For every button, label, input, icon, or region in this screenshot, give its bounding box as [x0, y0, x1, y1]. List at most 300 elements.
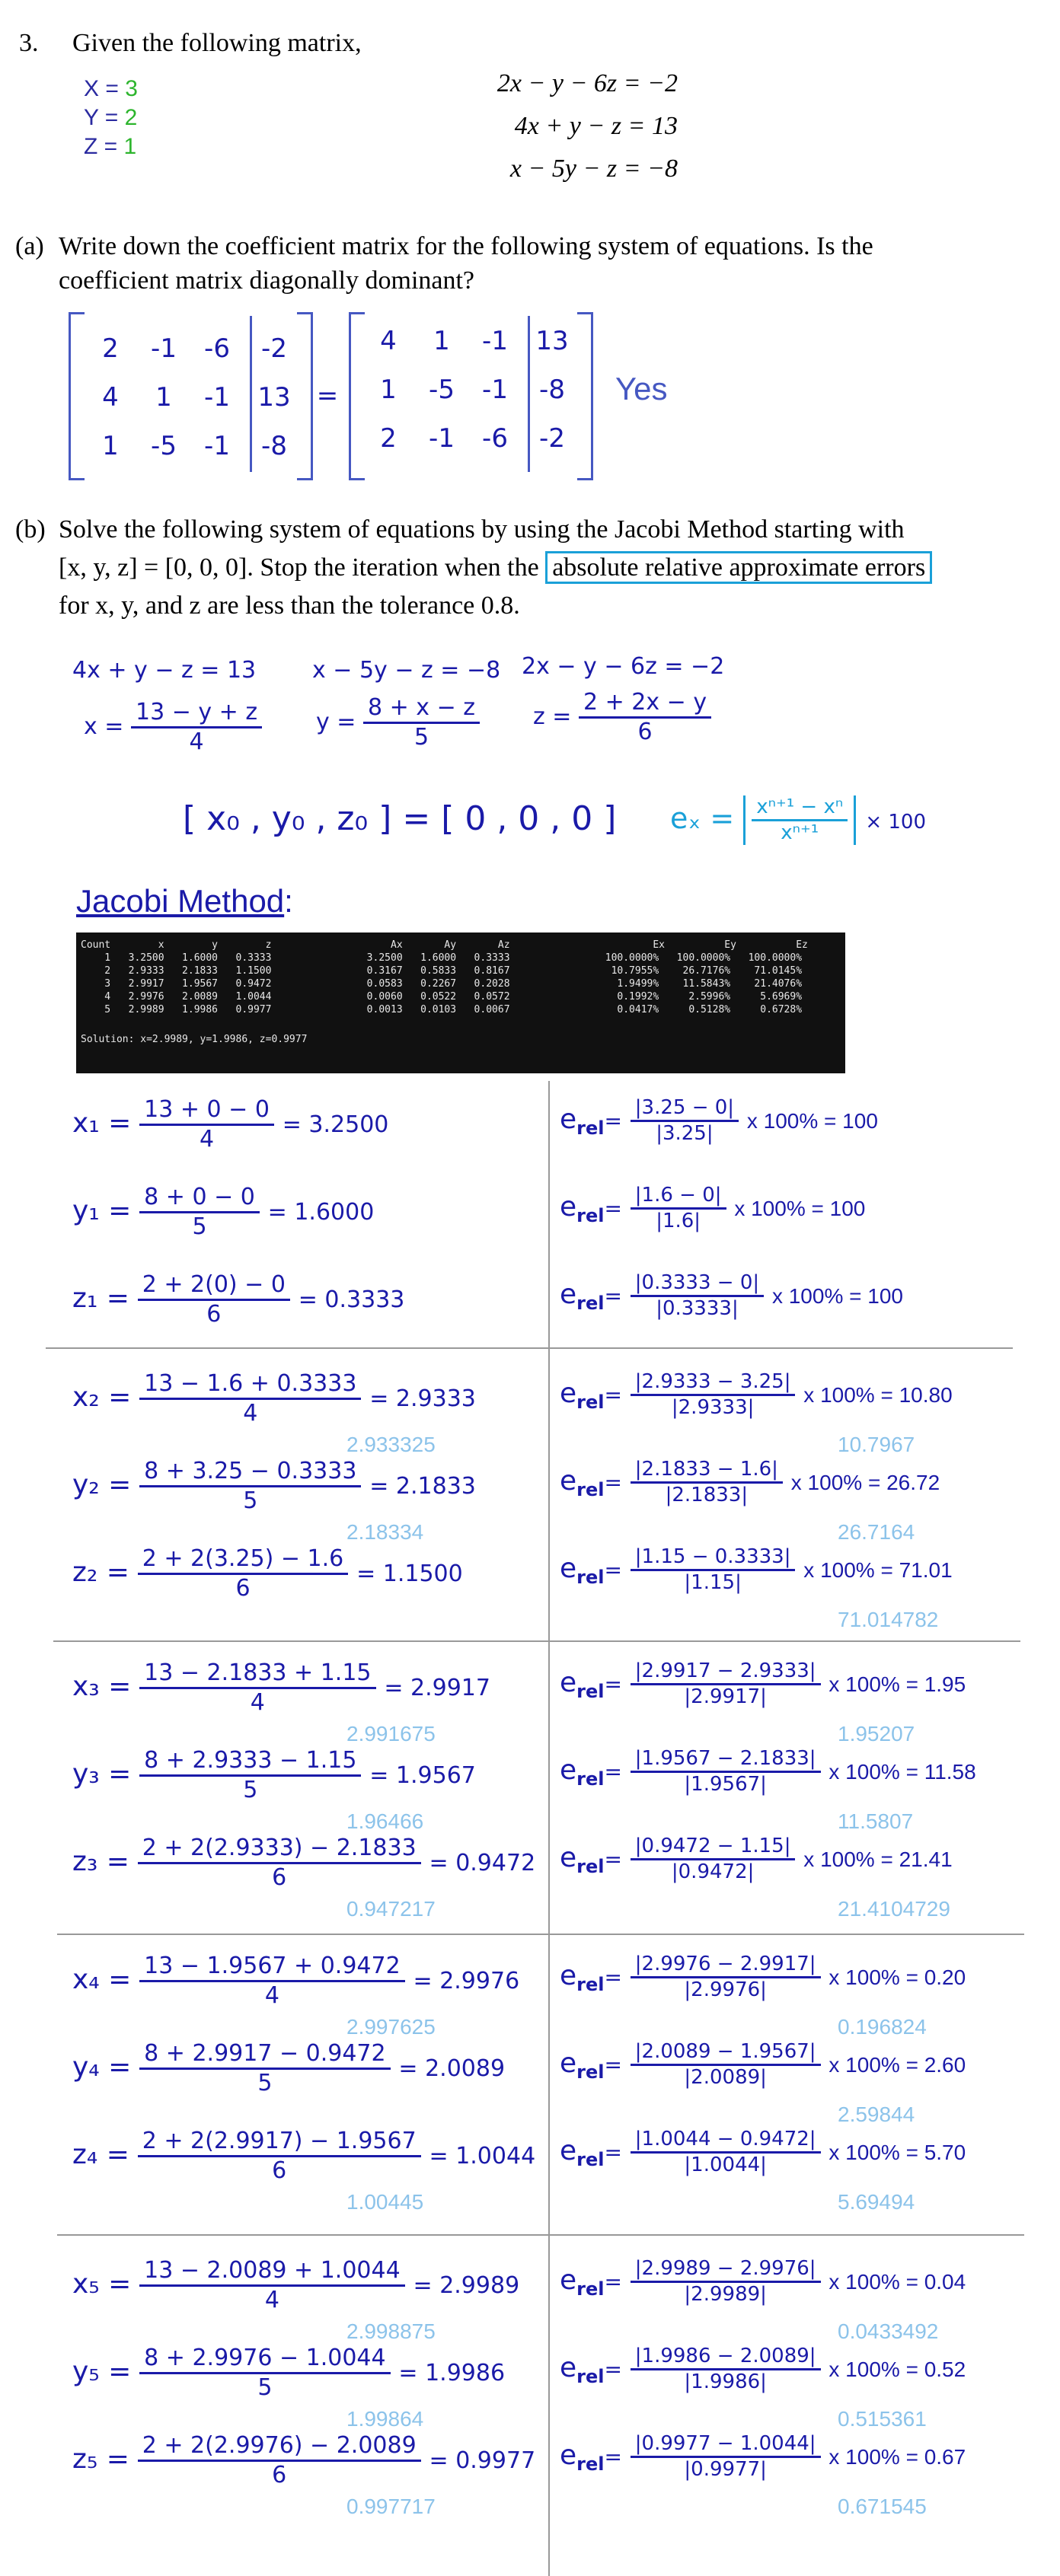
erel-equals: = — [604, 2444, 622, 2470]
augment-divider — [250, 316, 252, 472]
error-fraction — [631, 1747, 821, 1797]
computation-fraction — [138, 1545, 349, 1602]
computation-fraction — [139, 1370, 361, 1427]
z-formula-fraction — [579, 689, 711, 746]
ez-relative-error — [560, 1271, 903, 1321]
part-b-text-2 — [59, 553, 932, 582]
y-computation — [72, 1747, 476, 1804]
computation-num: 8 + 2.9976 − 1.0044 — [139, 2345, 390, 2374]
computation-lhs: x₃ = — [72, 1671, 132, 1702]
computation-result: = 2.1833 — [369, 1473, 476, 1500]
calculator-check: 0.671545 — [838, 2495, 927, 2518]
computation-lhs: z₂ = — [72, 1557, 129, 1588]
right-bracket-close — [577, 312, 593, 480]
part-a-text-2: coefficient matrix diagonally dominant? — [59, 266, 475, 295]
rearranged-eq-3: 2x − y − 6z = −2 — [522, 653, 725, 680]
error-num: |1.6 − 0| — [631, 1184, 726, 1210]
part-a-label: (a) — [15, 232, 44, 260]
computation-result: = 2.9917 — [384, 1675, 490, 1701]
computation-result: = 0.9472 — [429, 1850, 536, 1876]
erel-equals: = — [604, 1965, 622, 1991]
ez-relative-error — [560, 1545, 953, 1595]
calculator-check: 1.95207 — [838, 1722, 915, 1745]
x-formula-num: 13 − y + z — [131, 699, 262, 728]
calculator-check: 1.96466 — [346, 1809, 424, 1833]
error-den: |0.9977| — [684, 2458, 767, 2482]
computation-lhs: y₅ = — [72, 2356, 132, 2387]
matrix-cell: -5 — [151, 431, 177, 461]
matrix-cell: 4 — [102, 382, 119, 413]
matrix-cell: 1 — [380, 375, 397, 405]
erel-subscript: rel — [576, 1974, 605, 1996]
error-den: |0.9472| — [671, 1860, 755, 1884]
computation-fraction — [139, 1458, 361, 1515]
x-computation — [72, 1096, 388, 1153]
system-equations — [426, 62, 678, 190]
calculator-check: 2.997625 — [346, 2015, 436, 2039]
ex-relative-error — [560, 1659, 966, 1709]
error-fraction — [631, 1545, 796, 1595]
z-computation — [72, 1545, 463, 1602]
erel-symbol: e — [560, 1279, 577, 1311]
error-fraction — [631, 2345, 821, 2394]
matrix-cell: -1 — [482, 326, 508, 356]
erel-subscript: rel — [576, 1205, 605, 1227]
matrix-cell: -8 — [539, 375, 565, 405]
computation-den: 5 — [257, 2070, 273, 2096]
calculator-check: 0.947217 — [346, 1897, 436, 1921]
computation-lhs: z₃ = — [72, 1846, 129, 1877]
error-den: |1.9986| — [684, 2370, 767, 2394]
erel-label — [560, 1667, 622, 1703]
console-row: 2 2.9333 2.1833 1.1500 0.3167 0.5833 0.8167 10.7955% 26.7176% 71.0145% — [81, 965, 803, 977]
error-fraction — [631, 2432, 821, 2482]
y-formula — [316, 694, 480, 751]
matrix-cell: -8 — [261, 431, 287, 461]
computation-den: 4 — [264, 2287, 279, 2313]
error-result: x 100% = 0.52 — [829, 2358, 966, 2382]
error-result: x 100% = 5.70 — [829, 2141, 966, 2165]
z-formula — [533, 689, 711, 746]
z-computation — [72, 2128, 535, 2185]
computation-num: 8 + 0 − 0 — [139, 1184, 260, 1213]
calculator-check: 0.515361 — [838, 2407, 927, 2431]
calculator-check: 10.7967 — [838, 1433, 915, 1456]
erel-symbol: e — [560, 2048, 577, 2080]
erel-symbol: e — [560, 1667, 577, 1699]
calculator-check: 0.196824 — [838, 2015, 927, 2039]
error-result: x 100% = 0.67 — [829, 2445, 966, 2469]
matrix-cell: -1 — [204, 382, 230, 413]
ey-relative-error — [560, 2040, 966, 2090]
computation-num: 13 + 0 − 0 — [139, 1096, 274, 1126]
ey-relative-error — [560, 1458, 940, 1507]
error-num: |2.9917 − 2.9333| — [631, 1659, 821, 1685]
z-formula-num: 2 + 2x − y — [579, 689, 711, 719]
computation-lhs: z₄ = — [72, 2139, 129, 2170]
erel-symbol: e — [560, 1104, 577, 1136]
matrix-cell: 4 — [380, 326, 397, 356]
matrix-cell: 2 — [380, 423, 397, 454]
calculator-check: 0.0433492 — [838, 2319, 939, 2343]
error-den: |2.0089| — [684, 2066, 767, 2090]
computation-result: = 1.0044 — [429, 2143, 536, 2170]
erel-label — [560, 1553, 622, 1589]
matrix-cell: 1 — [102, 431, 119, 461]
erel-subscript: rel — [576, 1479, 605, 1501]
error-num: |2.0089 − 1.9567| — [631, 2040, 821, 2066]
error-result: x 100% = 11.58 — [829, 1760, 976, 1784]
calculator-check: 2.933325 — [346, 1433, 436, 1456]
initial-guess — [183, 799, 616, 838]
error-den: |2.9976| — [684, 1978, 767, 2002]
error-fraction — [631, 1835, 796, 1884]
error-fraction — [631, 1370, 796, 1420]
matrix-cell: -6 — [482, 423, 508, 454]
ey-relative-error — [560, 1184, 865, 1233]
problem-number: 3. — [19, 29, 39, 57]
left-bracket-open — [69, 312, 85, 480]
computation-lhs: x₂ = — [72, 1382, 132, 1413]
z-computation — [72, 1835, 535, 1892]
computation-fraction — [138, 1835, 421, 1892]
calculator-check: 1.00445 — [346, 2190, 424, 2214]
computation-den: 4 — [199, 1126, 215, 1153]
y-formula-num: 8 + x − z — [363, 694, 480, 724]
equation-1: 2x − y − 6z = −2 — [496, 69, 678, 97]
error-formula-multiplier: × 100 — [865, 811, 926, 834]
part-a-text-1: Write down the coefficient matrix for the following system of equations. Is the — [59, 232, 873, 260]
calculator-check: 5.69494 — [838, 2190, 915, 2214]
error-den: |0.3333| — [656, 1297, 739, 1321]
error-result: x 100% = 2.60 — [829, 2053, 966, 2077]
error-num: |1.0044 − 0.9472| — [631, 2128, 821, 2154]
erel-equals: = — [604, 1108, 622, 1134]
computation-den: 6 — [272, 2157, 287, 2184]
erel-equals: = — [604, 1847, 622, 1873]
error-result: x 100% = 100 — [771, 1284, 903, 1309]
ey-relative-error — [560, 2345, 966, 2394]
erel-symbol: e — [560, 2135, 577, 2167]
error-fraction — [631, 1659, 821, 1709]
computation-den: 5 — [243, 1777, 258, 1803]
erel-equals: = — [604, 1283, 622, 1309]
error-num: |2.9976 − 2.9917| — [631, 1953, 821, 1978]
error-formula-fraction — [752, 795, 848, 845]
matrix-cell: -6 — [204, 333, 230, 364]
x-computation — [72, 2257, 519, 2314]
part-b-text-2a: [x, y, z] = [0, 0, 0]. Stop the iteration when the — [59, 553, 546, 582]
calculator-check: 2.59844 — [838, 2103, 915, 2126]
var-z: Z = 1 — [84, 134, 137, 159]
error-num: |2.1833 − 1.6| — [631, 1458, 783, 1484]
erel-equals: = — [604, 1382, 622, 1408]
calculator-check: 0.997717 — [346, 2495, 436, 2518]
ex-relative-error — [560, 1370, 953, 1420]
error-den: |1.15| — [684, 1571, 742, 1595]
computation-den: 4 — [243, 1400, 258, 1427]
erel-symbol: e — [560, 2352, 577, 2384]
error-result: x 100% = 100 — [746, 1109, 878, 1133]
jacobi-title-colon: : — [284, 883, 293, 919]
error-result: x 100% = 26.72 — [790, 1471, 940, 1495]
error-result: x 100% = 21.41 — [803, 1848, 953, 1872]
x-computation — [72, 1370, 476, 1427]
erel-subscript: rel — [576, 1768, 605, 1790]
erel-equals: = — [604, 1759, 622, 1785]
error-den: |2.1833| — [665, 1484, 749, 1507]
computation-num: 2 + 2(2.9976) − 2.0089 — [138, 2432, 421, 2462]
ex-relative-error — [560, 1953, 966, 2002]
erel-subscript: rel — [576, 1681, 605, 1703]
matrix-cell: -1 — [482, 375, 508, 405]
computation-result: = 1.1500 — [356, 1561, 463, 1587]
computation-fraction — [139, 1184, 260, 1241]
error-fraction — [631, 1184, 726, 1233]
computation-lhs: x₄ = — [72, 1964, 132, 1995]
error-formula-abs — [743, 795, 856, 845]
var-y: Y = 2 — [84, 105, 138, 130]
ex-relative-error — [560, 2257, 966, 2307]
matrix-cell: -1 — [151, 333, 177, 364]
y-computation — [72, 1184, 374, 1241]
computation-fraction — [138, 2432, 421, 2489]
jacobi-title — [76, 883, 293, 920]
error-num: |0.9977 − 1.0044| — [631, 2432, 821, 2458]
calculator-check: 26.7164 — [838, 1520, 915, 1544]
y-formula-lhs: y = — [316, 709, 356, 735]
error-num: |2.9989 − 2.9976| — [631, 2257, 821, 2283]
erel-label — [560, 1465, 622, 1501]
erel-label — [560, 1960, 622, 1996]
erel-subscript: rel — [576, 1293, 605, 1315]
error-den: |2.9989| — [684, 2283, 767, 2307]
dominance-answer: Yes — [615, 371, 668, 406]
computation-den: 6 — [272, 2462, 287, 2488]
error-num: |1.15 − 0.3333| — [631, 1545, 796, 1571]
console-row: 5 2.9989 1.9986 0.9977 0.0013 0.0103 0.0067 0.0417% 0.5128% 0.6728% — [81, 1004, 803, 1015]
problem-intro: Given the following matrix, — [72, 29, 362, 57]
computation-num: 2 + 2(0) − 0 — [138, 1271, 290, 1301]
equation-2: 4x + y − z = 13 — [514, 112, 678, 140]
computation-den: 5 — [257, 2374, 273, 2401]
error-fraction — [631, 2040, 821, 2090]
erel-equals: = — [604, 1557, 622, 1583]
computation-den: 6 — [206, 1301, 222, 1328]
computation-den: 4 — [250, 1689, 265, 1716]
erel-symbol: e — [560, 1191, 577, 1223]
computation-den: 5 — [243, 1487, 258, 1514]
matrix-cell: 2 — [102, 333, 119, 364]
error-num: |2.9333 − 3.25| — [631, 1370, 796, 1396]
part-b-text-3: for x, y, and z are less than the tolerance 0.8. — [59, 591, 520, 620]
ez-relative-error — [560, 2128, 966, 2177]
error-den: |1.9567| — [684, 1773, 767, 1797]
error-fraction — [631, 2128, 821, 2177]
error-fraction — [631, 1458, 783, 1507]
calculator-check: 1.99864 — [346, 2407, 424, 2431]
computation-fraction — [139, 2040, 390, 2097]
error-formula-den: xⁿ⁺¹ — [781, 821, 819, 845]
part-b-label: (b) — [15, 515, 46, 544]
var-x: X = 3 — [84, 76, 138, 101]
calculator-check: 2.18334 — [346, 1520, 424, 1544]
error-fraction — [631, 1953, 821, 2002]
computation-lhs: z₅ = — [72, 2444, 129, 2475]
computation-den: 6 — [235, 1575, 251, 1602]
computation-lhs: x₅ = — [72, 2268, 132, 2300]
erel-label — [560, 1104, 622, 1140]
computation-num: 13 − 2.0089 + 1.0044 — [139, 2257, 405, 2287]
erel-label — [560, 1279, 622, 1315]
calculator-check: 71.014782 — [838, 1608, 939, 1631]
error-num: |1.9567 − 2.1833| — [631, 1747, 821, 1773]
matrix-cell: -2 — [261, 333, 287, 364]
z-formula-lhs: z = — [533, 703, 572, 730]
error-num: |0.9472 − 1.15| — [631, 1835, 796, 1860]
computation-lhs: y₁ = — [72, 1195, 132, 1226]
left-bracket-close — [297, 312, 313, 480]
z-computation — [72, 1271, 404, 1328]
computation-result: = 2.9333 — [369, 1385, 476, 1412]
row-divider — [46, 1347, 1013, 1349]
error-fraction — [631, 2257, 821, 2307]
erel-subscript: rel — [576, 1392, 605, 1414]
matrix-cell: -1 — [429, 423, 455, 454]
error-result: x 100% = 71.01 — [803, 1558, 953, 1583]
erel-subscript: rel — [576, 2149, 605, 2171]
erel-equals: = — [604, 2269, 622, 2295]
erel-label — [560, 2440, 622, 2476]
erel-equals: = — [604, 2357, 622, 2383]
erel-equals: = — [604, 2052, 622, 2078]
computation-den: 4 — [264, 1982, 279, 2009]
console-header: Count x y z Ax Ay Az Ex Ey Ez — [81, 939, 808, 951]
calculator-check: 2.998875 — [346, 2319, 436, 2343]
error-result: x 100% = 100 — [734, 1197, 866, 1221]
rearranged-eq-1: 4x + y − z = 13 — [72, 657, 257, 684]
z-formula-den: 6 — [637, 719, 653, 745]
erel-equals: = — [604, 2140, 622, 2166]
error-fraction — [631, 1271, 764, 1321]
erel-label — [560, 2352, 622, 2388]
y-computation — [72, 1458, 476, 1515]
x-formula-lhs: x = — [84, 713, 124, 740]
computation-fraction — [139, 2345, 390, 2402]
jacobi-title-text: Jacobi Method — [76, 883, 285, 919]
x-computation — [72, 1953, 519, 2010]
computation-fraction — [138, 1271, 290, 1328]
computation-fraction — [139, 1953, 405, 2010]
erel-equals: = — [604, 1672, 622, 1698]
erel-equals: = — [604, 1196, 622, 1222]
computation-fraction — [139, 2257, 405, 2314]
erel-label — [560, 1191, 622, 1227]
erel-label — [560, 1378, 622, 1414]
computation-num: 13 − 1.6 + 0.3333 — [139, 1370, 361, 1400]
erel-symbol: e — [560, 2440, 577, 2472]
computation-result: = 2.9976 — [413, 1968, 520, 1994]
matrix-cell: 13 — [535, 326, 569, 356]
error-num: |1.9986 − 2.0089| — [631, 2345, 821, 2370]
computation-lhs: y₃ = — [72, 1758, 132, 1790]
matrix-cell: 1 — [155, 382, 172, 413]
rearranged-eq-2: x − 5y − z = −8 — [312, 657, 501, 684]
matrix-cell: -2 — [539, 423, 565, 454]
erel-label — [560, 2135, 622, 2171]
matrix-cell: -1 — [204, 431, 230, 461]
error-result: x 100% = 10.80 — [803, 1383, 953, 1408]
matrix-cell: -5 — [429, 375, 455, 405]
matrix-cell: 1 — [433, 326, 450, 356]
console-row: 1 3.2500 1.6000 0.3333 3.2500 1.6000 0.3333 100.0000% 100.0000% 100.0000% — [81, 952, 803, 964]
computation-num: 2 + 2(2.9917) − 1.9567 — [138, 2128, 421, 2157]
x-computation — [72, 1659, 490, 1717]
computation-result: = 0.3333 — [298, 1286, 405, 1313]
computation-fraction — [139, 1659, 375, 1717]
erel-label — [560, 2265, 622, 2300]
y-computation — [72, 2345, 505, 2402]
computation-result: = 0.9977 — [429, 2447, 536, 2474]
computation-den: 5 — [192, 1213, 207, 1240]
computation-num: 2 + 2(2.9333) − 2.1833 — [138, 1835, 421, 1864]
calculator-check: 11.5807 — [838, 1809, 914, 1833]
computation-result: = 3.2500 — [282, 1111, 389, 1138]
ez-relative-error — [560, 1835, 953, 1884]
computation-fraction — [138, 2128, 421, 2185]
erel-subscript: rel — [576, 2061, 605, 2083]
erel-symbol: e — [560, 1553, 577, 1585]
computation-result: = 1.9986 — [398, 2360, 506, 2386]
erel-subscript: rel — [576, 1567, 605, 1589]
error-num: |3.25 − 0| — [631, 1096, 739, 1122]
computation-num: 13 − 1.9567 + 0.9472 — [139, 1953, 405, 1982]
computation-lhs: y₂ = — [72, 1469, 132, 1500]
error-formula-lhs: eₓ = — [670, 802, 735, 836]
error-fraction — [631, 1096, 739, 1146]
x-formula-den: 4 — [189, 728, 204, 755]
initial-guess-equals: = — [402, 799, 431, 838]
error-formula — [670, 795, 926, 845]
ey-relative-error — [560, 1747, 976, 1797]
error-den: |3.25| — [656, 1122, 714, 1146]
row-divider — [57, 2234, 1024, 2236]
initial-guess-lhs: [ x₀ , y₀ , z₀ ] — [183, 799, 392, 838]
error-den: |1.6| — [656, 1210, 701, 1233]
error-formula-num: xⁿ⁺¹ − xⁿ — [752, 795, 848, 821]
ex-relative-error — [560, 1096, 878, 1146]
y-formula-fraction — [363, 694, 480, 751]
erel-subscript: rel — [576, 1856, 605, 1878]
y-computation — [72, 2040, 505, 2097]
erel-label — [560, 1842, 622, 1878]
x-formula-fraction — [131, 699, 262, 756]
console-row: 4 2.9976 2.0089 1.0044 0.0060 0.0522 0.0572 0.1992% 2.5996% 5.6969% — [81, 991, 803, 1003]
augment-divider — [528, 316, 530, 472]
computation-num: 8 + 2.9917 − 0.9472 — [139, 2040, 390, 2070]
row-divider — [57, 1934, 1024, 1935]
calculator-check: 21.4104729 — [838, 1897, 950, 1921]
computation-lhs: x₁ = — [72, 1108, 132, 1139]
error-den: |2.9333| — [671, 1396, 755, 1420]
ez-relative-error — [560, 2432, 966, 2482]
error-num: |0.3333 − 0| — [631, 1271, 764, 1297]
highlighted-phrase: absolute relative approximate errors — [545, 551, 932, 584]
matrix-cell: 13 — [257, 382, 291, 413]
console-row: 3 2.9917 1.9567 0.9472 0.0583 0.2267 0.2028 1.9499% 11.5843% 21.4076% — [81, 978, 803, 990]
calculator-check: 2.991675 — [346, 1722, 436, 1745]
equation-3: x − 5y − z = −8 — [509, 155, 678, 183]
